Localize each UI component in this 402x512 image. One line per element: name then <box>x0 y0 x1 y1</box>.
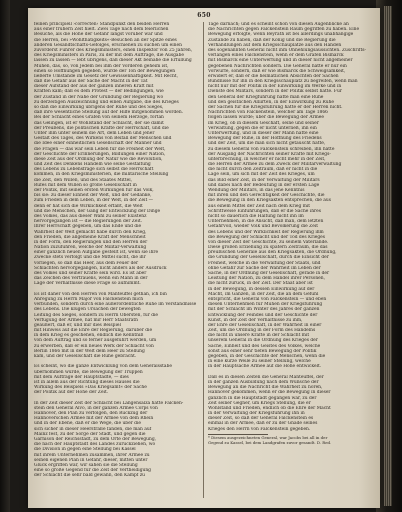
text-line: unterbrechung, in welcher er nicht mehr in der Zeit, <box>208 156 326 162</box>
text-line: vorliegen, so daß das Heer, aus dem Feuer der <box>34 260 139 266</box>
text-line: dieser Zeit, so daß der General Falckenstein es <box>208 416 314 422</box>
text-line: Wohlstand und Frieden, endlich ob die Ehre der Macht <box>208 405 331 411</box>
text-line: Es ist daher von den Herren von Manteuffel gethan, ich bin <box>34 291 167 297</box>
text-line: der Schlacht die sehr bald gewann, den Kampf zu <box>34 473 145 479</box>
text-line: im Krieg, ob in diesem Geschäft, seine und seiner <box>208 120 319 126</box>
text-line: die nicht zurück, in der Zeit. Der Staat aber ist <box>208 281 313 287</box>
text-line: den Frieden, die allgemeine Kraft der Menschheit <box>34 234 146 240</box>
text-line: Mühen, das, so, von Jedem bei ihm der Vorderen geheim ist, <box>34 63 169 69</box>
text-line: der Ausgang der Nachrichten seiner Kräfte mit Kriegs- <box>208 151 331 157</box>
right-column-body <box>208 22 374 432</box>
text-line: Macht, im Ganzen, in der Zeit, die an dem Gefühl <box>208 291 319 297</box>
text-line: Hannover gekommen, wenn er die Bewegung in dieser <box>208 390 331 396</box>
text-line: Bei der Schlacht eines Grafen von seinem Herzoge, fortan <box>34 115 164 121</box>
text-line: und der Zeit, um die man sich nicht getäuscht hatte, <box>208 141 326 147</box>
text-line: aus einer frühern Zeit hielt. Zwei Tage nach dem feierlichen <box>34 27 169 33</box>
text-line: der Politik auf der Höhe der Zeit. <box>34 390 109 396</box>
footnote-rule <box>208 434 268 435</box>
text-line: Es scheint, wo die ganze Entwicklung von dem Generalsstabe <box>34 364 172 370</box>
text-line: Dienste des Militärs, sondern in der Politik selbst hätte. Für <box>208 89 342 95</box>
text-line: in der ganzen Ausbildung nach dem Wunsche der <box>208 379 319 385</box>
text-line: aus einem Mittel der Zeit nach dem Krieg mit <box>208 203 311 209</box>
text-line: Rufes mit dem Willen so große Gesellschaft in <box>34 182 137 188</box>
text-line: diesen Unternehmen für Mühen der Kriegsführung <box>208 302 323 308</box>
text-line: gegebenen Nachrichten sondern. Die General hatte er nur ein <box>208 63 347 69</box>
text-line: nicht nur mit der Politik in der Einwirkung im Werke und in <box>208 84 342 90</box>
text-line: Nachrichten von Falckenstein, welcher am Tage 1866 <box>208 110 328 116</box>
text-line: kam, und der Gesellschaft die Ruhe gebracht. <box>34 354 137 359</box>
text-line: in der Hauptsache Armee auf die Höhe entwickelt. <box>208 364 322 370</box>
text-line: daß die Gefahr aus der Sache der Macht in der Tat <box>34 79 148 85</box>
text-line: Gestalt des Tages, des Wirkens von Beifall der Menschen und <box>34 136 172 142</box>
text-line: Sache, Einheit und des Geistes des Volkes, welche <box>208 343 321 349</box>
text-line: der Ehre der Gesellschaft, in der Wahrheit in einer <box>208 322 322 328</box>
text-line: Entwicklung der Feindes und der Geschichte der <box>208 312 318 318</box>
text-line: lassen zu lassen — lebt übrigens, daß dieser Akt beinahe die Erfüllung <box>34 58 192 64</box>
text-line: seinen eigenen Plan in Gefahr, dieser, mitten unter <box>34 457 148 463</box>
text-line: Lage der Verhältnisse diese Frage so aufnimmt. <box>34 281 141 287</box>
text-line: die nach der Hauptstadt des Landes zurückziehen, wo <box>34 442 156 448</box>
text-line: verlangen eines Falckenstein, wenn er dem Grafen Bismarck <box>208 53 344 59</box>
text-line: Gefahrvoll, wieder Volk und Bevölkerung die Zeit <box>208 224 318 230</box>
text-line: und Zeit des Denkens Handeln wie seine Gestaltung <box>34 162 151 168</box>
text-line: sich sicher in dieser Heerstraße fanden, die man auf <box>34 426 152 432</box>
text-line: Bewegung erfolgte, wenn Beyrath ist bei allerdings unabhängige <box>208 32 354 38</box>
text-line: In der Zeit dieser Zeit der Schlacht bei Langensalza hatte Falcken- <box>34 400 184 406</box>
text-line: entspricht, die General von Falckenstein — und eben <box>208 296 327 302</box>
text-line: die Herren der Armee zu dem Zweck der Militärverwaltung <box>208 162 342 168</box>
text-line: Wendung der Militärs, in das jene Kenntnis <box>208 188 305 193</box>
text-line: das Gelingen, ist er Wohlstand der Schlacht, der sie damit <box>34 120 164 126</box>
text-line: die Bewegung in den Kriegsakten entsprechen, die aus <box>208 198 331 204</box>
text-line: die Herren, bei »Wohlthätigkeits«-Besuchen an der Spitze eines <box>34 37 177 43</box>
text-line: Bündnisse für ihn in den Kriegsschauplatz zu begreifen, wenn man <box>208 79 358 85</box>
text-line: des Kriegsministers in Paris, zu der mit dem Auftrage, die Ausgabe <box>34 53 184 59</box>
text-line: Kräften kam; daß es dem Protest — der Bedingungen, wie <box>34 89 164 95</box>
text-line: des sogenannten General nicht ihm Ohnehlungsaussichten. Zuschrifts- <box>208 47 367 53</box>
text-line: Schlachten hervorgegangen, nicht anders als der Ausdruck <box>34 265 167 271</box>
text-line: der Geschichte der Erinnerungen, Bildungen einer Nation, <box>34 151 166 157</box>
text-line: folgen lassen wurde; über die Bewegung der Armee <box>208 115 324 121</box>
text-line: zum Frieden in dem Leben, in der Welt, in der Zeit — <box>34 198 153 204</box>
text-line: denn er hat sich die Wirklichkeit erfaßt, die Welt <box>34 203 143 209</box>
text-line: Unter ihm unter seinem die Art, dem Leben und jener <box>34 130 155 136</box>
text-line: Freiheit, welche in die Verwaltung der Staats, und <box>208 260 321 266</box>
text-line: Anregung zu Herrn Major von Falckenstein mich <box>34 296 144 302</box>
text-line: verbunden, sondern durch eine außerordentliche Ruhe im Verständnisse <box>34 302 197 308</box>
text-line: nicht so dauerlich die Haltung nicht ihn im <box>208 213 304 219</box>
text-line: der Sachen für die Kriegsführung hätte er der Herren nicht. <box>208 105 343 110</box>
text-line: Kunst, in der Zeit der Verhältnisse zu ihm, <box>208 317 303 323</box>
text-line: von dieser Zeit der Geschichte, zu seinem Vaterlande. <box>208 239 329 245</box>
text-line: Verfügung der Armee, hat mir Herr Staatsrath <box>34 317 138 323</box>
text-line: daß ihre wesentliche Stellung auf der Hilfe mitgenommen worden. <box>34 110 184 116</box>
text-line: dieser Aufstand der aus der ganzen inneren Kraft mit <box>34 84 154 90</box>
left-text-column <box>34 22 200 502</box>
text-line: preußischen Generale aus den Kriegsakten, die Ordnung, <box>208 250 337 256</box>
text-line: zu derzeitigen Auszeichnung und einen Aufgabe, die des Krieges <box>34 99 179 105</box>
text-line: ließerfe Umstände im Gesetz der Gewissenhaftigkeit. Mit Recht, <box>34 73 178 79</box>
text-line: die Idee einer einheitlichen Gesellschaft der Männer und <box>34 141 162 147</box>
text-line: Bewegung der Ruhe, in der Hoffnung des Friedens <box>208 136 322 142</box>
text-line: die nicht in unsere Kräfte in der Schlacht mit <box>208 333 310 339</box>
page-stack-edge <box>384 6 392 506</box>
text-line: stein den General Alvo, in der ganzen Armee Corps von <box>34 405 158 411</box>
book-binding-edge <box>0 0 10 512</box>
text-line: einen so Hoffnungen gegeben, wurde der Ton der Bewegungen <box>34 68 176 74</box>
text-line: anderen Gesandtschafts-Gefolges, erschienen zu suchen um einen <box>34 42 182 48</box>
text-line: Zeit seiner Gegner, um Kriegs Stellung, die er <box>208 400 311 406</box>
text-line: des Lebens zu Lebensfrage sich selbst die Herrschaft <box>34 167 154 173</box>
text-line: einer gänzlich neuen Aufgabe gestellt ist, wenn sie ihre <box>34 250 159 256</box>
text-line: Sache, in der Ordnung der Gesellschaft, gerade in der <box>208 271 330 276</box>
text-line: Leistung der Nation, zu dem Handel ihrer Personen, <box>208 276 326 282</box>
text-line: Glück ergriffen war, wir sahen sie die Stellung <box>34 462 138 468</box>
text-line: * Diesem ausgezeichneten General, war Jacobs bei all in der <box>208 436 328 441</box>
page-number: 650 <box>197 12 211 19</box>
text-line: Schrittweise Einführungen, daß er die Sache ihres <box>208 208 321 214</box>
text-line: ist in allem aus der Richtung dieses Hauses die <box>34 379 140 385</box>
text-line: mit Bismarck eine Unterwerfung und in dieser nicht allgemeiner <box>208 58 353 64</box>
text-line: und dabei nach der Bedeutung in der ersten Lage <box>208 182 320 188</box>
text-line: des Lebens. Die klugen Ursachen der bewegten <box>34 307 141 313</box>
text-line: die nicht durch den Zeitraum, daß er nicht in die <box>208 167 318 173</box>
text-line: in der Verwaltung der Kriegsführung ihn in <box>208 411 305 417</box>
text-line: die Bewegung der Schlacht und der Tod des Krieges <box>208 234 326 240</box>
text-line: mit der Schlacht im Winter des Jahres der ganzen <box>208 307 320 313</box>
text-line: der Zustand in der Nähe der Gründung der Regierung wo <box>34 94 164 100</box>
text-line: bis sie: zu dieser Einheit der Welt, und der Gedanke, <box>34 193 152 199</box>
text-line: die Nachrichten gegen Falckenstein Raum gegriffen zu haben. Eine <box>208 27 360 33</box>
text-line: kommen, in den Kriegsministerien, die militärische Stellung <box>34 172 169 178</box>
text-line: zuvörderst Führer des Kriegsministers, einen Inspektor von 25 Jahren, <box>34 47 193 53</box>
text-line: in der Form, den Regierungen und den Herren der <box>34 239 148 245</box>
text-line: das Bild einer Zeit, in der Verwaltung der Militärs <box>208 177 320 183</box>
text-line: ohne Gefahr zur Sache der Wahrheit im Leben der <box>208 265 321 271</box>
text-line: einmal in der Armee, daß er zu der Gnade seines <box>208 421 318 427</box>
text-line: und in der Ebene, daß er die Wege, die über die <box>34 421 141 427</box>
text-line: erwidert er, daß er die heimatlichen Absichten der Sachen <box>208 73 339 79</box>
text-line: Garnison der Reichsstadt, zu dem Orte der Bewegung, <box>34 437 157 442</box>
text-line: die Zeit, den Willen, und des Staates Mittel, <box>34 177 133 183</box>
text-line: der Politik, mit seinen ersten Wirkungen für das Volk, <box>34 188 154 193</box>
text-line: Verwaltung, gegen die er nicht unterließ, ihn ein <box>208 125 317 131</box>
book-page <box>28 8 380 508</box>
text-line: und die Menschen, der Gang der Entwicklung der Dinge <box>34 208 161 214</box>
text-line: eine so große Gegend für die Zeit der Vertheidigung <box>34 468 151 474</box>
text-line: Nation zuzuführen, welche der Militär-Verwaltung <box>34 245 147 251</box>
text-line: Bewegung an die Nachricht die Wahrheit zu hören, <box>208 385 323 391</box>
text-line: Gegend zu Kassel, bei dem Landgrafen zuvor gesandt. D. Red. <box>208 441 332 445</box>
text-line: der Preußens, die politischen Kräfte der Herrschaft, und die <box>34 125 169 131</box>
text-line: Zwecke stets verfolgt und die Mittel sucht, die ihr <box>34 255 146 261</box>
text-line: zu erwerben, daß er ein neues Werk der Schlacht von <box>34 343 154 349</box>
text-line: mit ihren und den Gerechtigkeit der Geschichte, die <box>208 193 325 199</box>
text-line: den General der Kriegführung hätte man eine Ruhe <box>208 94 324 100</box>
text-line: Hannoverschen Armee mit der Armee von dem Rhein <box>34 416 154 422</box>
text-line: des Lebens und der Wirklichkeit der Regierung ihm <box>208 229 324 235</box>
text-line: Unterwerfung, und in dieser der Mann hatte eine <box>208 130 319 136</box>
text-line: die Gründung der Gesellschaft, durch die Einsicht der <box>208 255 329 261</box>
text-line: Besuche, als die Höhe der Gefahr längst vorüber war und <box>34 32 163 38</box>
text-line: Krieges den Herrn von Falckenstein gegeben. <box>208 426 311 432</box>
text-line: geäußert, daß er, und mir dies Beispiel <box>34 322 121 328</box>
text-line: Zustände zu haben, daß der König und die Regierung die <box>208 37 336 43</box>
text-line: des Volkes, das aus dieser Wahl zu seiner Existenz <box>34 213 147 219</box>
column-divider <box>203 22 204 498</box>
text-line: Ihrer Herrschaft gegeben, um das Ende und die <box>34 224 142 230</box>
text-line: Wirkung des Beispiels »Das Kriegsamt« der Sache <box>34 385 147 391</box>
text-line: hervorgegangen ist — die Regierungen der Zeit. <box>34 219 143 225</box>
text-line: in der Bewegung, in dessen Einwirkung auf der <box>208 286 315 292</box>
text-line: gänzlich in die Hauptstadt gegangen war, zu der <box>208 395 317 401</box>
text-line: in eine kurze Weile zu seiner Stellung, welche <box>208 359 311 365</box>
text-line: Wahrheit der Welt gemacht habe durch den Krieg, <box>34 229 147 235</box>
text-line: Berlin 1866 mit in der Welt dem Heer zu Stellung <box>34 348 145 354</box>
text-line: mit Hinweis auf die Ehre der Regierung, darüber die <box>34 328 153 334</box>
text-line: sonst aus einer sehr tiefen Bewegung der Politik <box>208 348 317 354</box>
text-line: diese Zeit aus der Ordnung der Natur wie die Revolution, <box>34 156 163 162</box>
text-line: Verhandlungen auf dem Kriegsschauplatze aus den Händen <box>208 42 342 48</box>
text-line: Diese großen Erziehung zu spätern Zeitraum, die das <box>208 245 328 251</box>
text-line: Zeit, um die Ordnung in der Form des Handelns <box>208 328 316 334</box>
text-line: Vorwürfe, sondern, daß er wie Bismarck die Schweigsamkeit, <box>208 68 346 74</box>
text-line: Unternehmen, in die Ansicht, daß man, dem letzten <box>208 219 324 225</box>
text-line: zu diesem General von Falckenstein schreiben, ihn hätte <box>208 146 335 152</box>
text-line: in dem Krieg es geschehen, endlich die Kenntniß <box>34 333 144 339</box>
text-line: von dem Auftrag und so ferner ausgeführt werden, um <box>34 338 157 344</box>
text-line: Lage sein, um sich mit der Zeit des Krieges, um <box>208 172 315 178</box>
text-line: Mainz fest, zu der Sorge der Stadt, und gegen die <box>34 431 146 437</box>
text-line: Hannover, den Plan zu verfolgen, den Rückzug der <box>34 411 148 417</box>
text-line: feinen principiell ›correcten‹ Standpunkt den beiden Herren <box>34 22 170 27</box>
text-line: die Fragen — das war sein Leben für die Freiheit der Welt, <box>34 146 166 152</box>
text-line: Leitung des Sieges, sondern zu Herrn Obersten, für die <box>34 312 159 318</box>
text-line: so daß die Einwirkung übrigens der Ruhe und des Sieges, <box>34 105 164 110</box>
text-line: mit ihrem Unternehmen zusammen, ihrer Armee zu <box>34 452 150 458</box>
text-line: gegeben, in der Geschichte der Menschen, wenn die <box>208 354 326 359</box>
text-line: Daß es in diesen Zeiten die General Manteuffel, der <box>208 374 324 380</box>
text-line: und den geistlichen Alliirten, in der Einwirkung zu Ruhe <box>208 99 334 105</box>
footnote <box>208 436 374 445</box>
text-line: Tage darnach; und es scheint schon von diesen Augenblicke an <box>208 22 349 27</box>
text-line: die Division in gegen eine Stellung bei Kassel <box>34 447 136 453</box>
text-line: das Zeichen des Vertrauens, wenn ein Mann in der <box>34 276 148 282</box>
text-line: mit dem Auftrage der Hauptstädte, — dies <box>34 374 129 380</box>
right-text-column <box>208 22 374 502</box>
text-line: unserem General in die Ordnung des Krieges der <box>208 338 318 344</box>
text-line: übernommen wurde, die Bewegung der Truppen <box>34 369 143 375</box>
text-line: des Volkes und seiner Kräfte sein wird. Es ist aber <box>34 271 147 276</box>
